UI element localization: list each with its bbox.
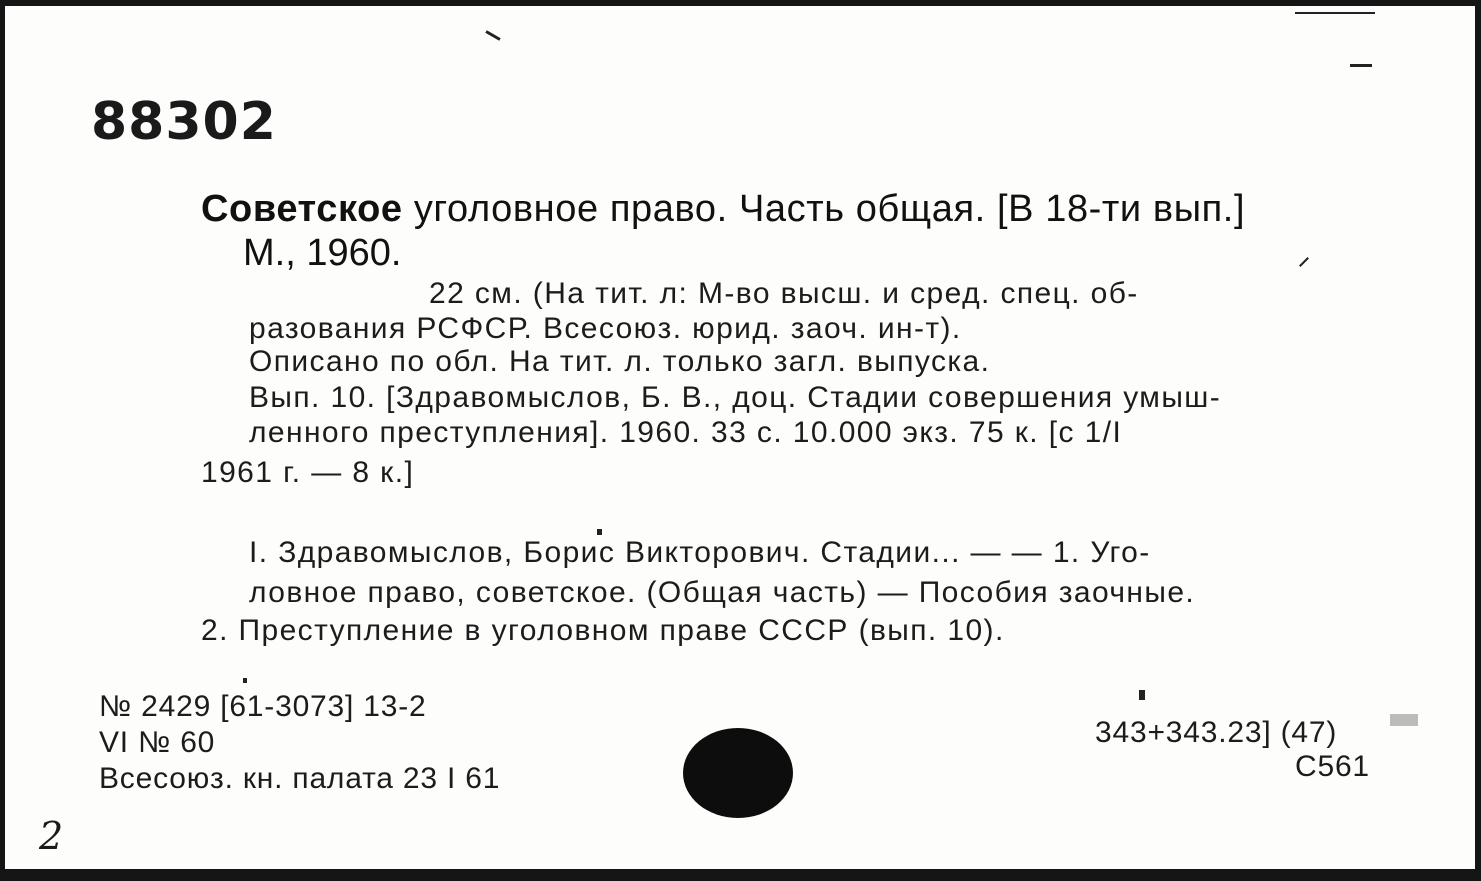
author-mark: С561 (1295, 750, 1370, 783)
title-rest: уголовное право. Часть общая. [В 18-ти вып.] (413, 188, 1246, 230)
scan-smudge (1390, 714, 1418, 726)
footer-left-line-3: Всесоюз. кн. палата 23 I 61 (99, 762, 501, 795)
scan-speck (243, 678, 247, 683)
footer-left-line-2: VI № 60 (99, 726, 216, 759)
classification-number: 343+343.23] (47) (1095, 716, 1338, 749)
description-line-5: ленного преступления]. 1960. 33 с. 10.000 экз. 75 к. [с 1/I (249, 416, 1123, 449)
scan-speck (485, 30, 500, 41)
scan-speck (597, 529, 602, 535)
title-bold-word: Советское (201, 188, 403, 230)
description-line-4: Вып. 10. [Здравомыслов, Б. В., доц. Стадии совершения умыш- (249, 381, 1222, 414)
tracing-line-2: ловное право, советское. (Общая часть) — Пособия заочные. (249, 576, 1196, 609)
scan-speck (1350, 64, 1372, 67)
description-line-2: разования РСФСР. Всесоюз. юрид. заоч. ин-т). (249, 312, 962, 345)
scan-speck (1295, 12, 1375, 14)
handwritten-mark: 2 (39, 814, 64, 858)
tracing-line-1: I. Здравомыслов, Борис Викторович. Стадии... — — 1. Уго- (249, 536, 1151, 569)
description-line-6: 1961 г. — 8 к.] (201, 456, 415, 489)
punch-hole (683, 728, 793, 818)
tracing-line-3: 2. Преступление в уголовном праве СССР (вып. 10). (201, 614, 1005, 647)
scan-speck (1299, 257, 1309, 267)
handwritten-accession-number: 88302 (91, 92, 277, 152)
description-line-1: 22 см. (На тит. л: М-во высш. и сред. спец. об- (429, 277, 1139, 310)
footer-left-line-1: № 2429 [61-3073] 13-2 (99, 690, 427, 723)
title-line (201, 188, 1245, 231)
description-line-3: Описано по обл. На тит. л. только загл. выпуска. (249, 345, 991, 378)
scan-speck (1139, 690, 1145, 700)
imprint: М., 1960. (243, 232, 402, 274)
